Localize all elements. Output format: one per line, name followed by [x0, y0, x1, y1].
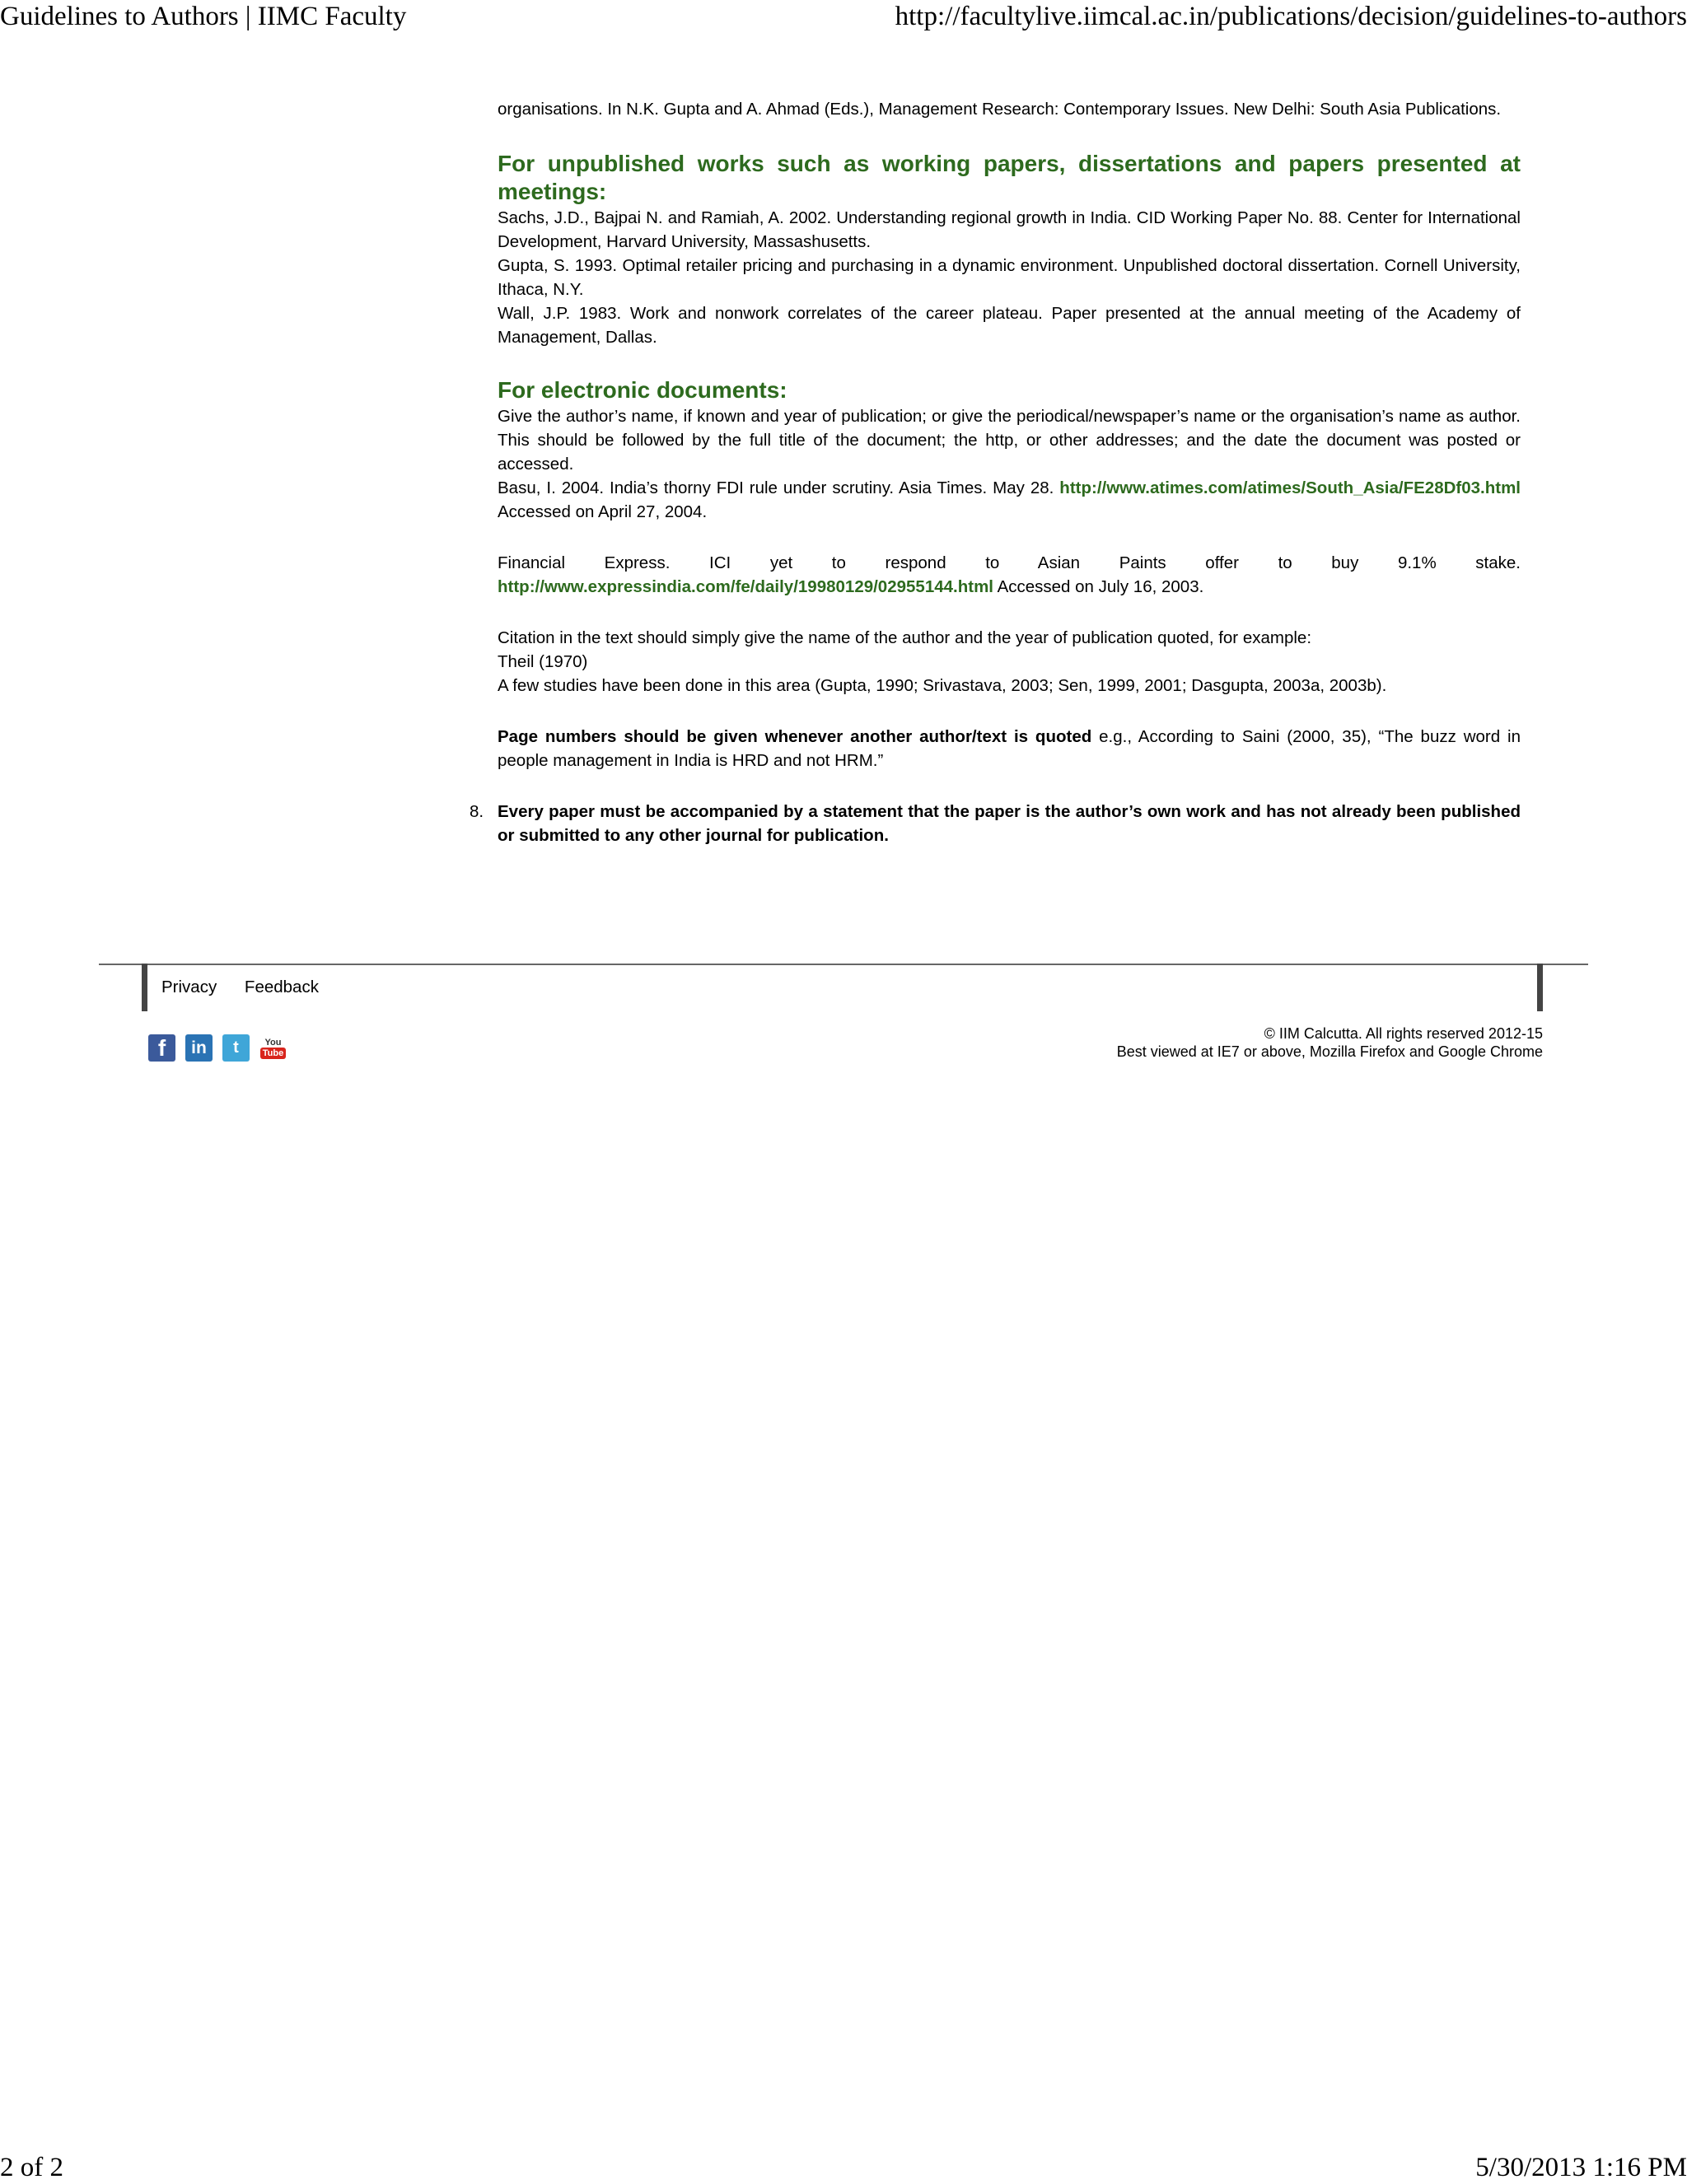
youtube-icon[interactable]: You Tube	[259, 1034, 287, 1062]
privacy-link[interactable]: Privacy	[161, 978, 217, 996]
copyright-text: © IIM Calcutta. All rights reserved 2012-15	[1264, 1025, 1543, 1042]
copyright-block	[1117, 1024, 1543, 1061]
footer-links	[161, 975, 342, 1000]
electronic-documents-description: Give the author’s name, if known and year of publication; or give the periodical/newspaper’s name or the organisation’s name as author. This should be followed by the full title of the document; the http, or other addresses; and the date the document was posted or accessed.	[498, 407, 1521, 474]
electronic-documents-heading: For electronic documents:	[498, 377, 787, 403]
unpublished-works-heading: For unpublished works such as working papers, dissertations and papers presented at meetings:	[498, 151, 1521, 204]
article-content	[470, 97, 1521, 847]
atimes-link[interactable]: http://www.atimes.com/atimes/South_Asia/FE28Df03.html	[1059, 478, 1521, 497]
social-icons	[148, 1034, 287, 1062]
citation-example-multiple: A few studies have been done in this area (Gupta, 1990; Srivastava, 2003; Sen, 1999, 2001; Dasgupta, 2003a, 2003b).	[498, 676, 1387, 695]
guideline-text: Every paper must be accompanied by a statement that the paper is the author’s own work and has not already been published or submitted to any other journal for publication.	[498, 802, 1521, 845]
citation-example-single: Theil (1970)	[498, 652, 588, 671]
twitter-icon[interactable]: t	[222, 1034, 250, 1062]
reference-wall: Wall, J.P. 1983. Work and nonwork correlates of the career plateau. Paper presented at the annual meeting of the Academy of Management, Dallas.	[498, 304, 1521, 347]
footer-right-bar	[1537, 964, 1543, 1011]
page-numbers-example: e.g., According to Saini (2000, 35), “The buzz word in people management in India is HRD and not HRM.”	[498, 727, 1521, 770]
print-page-url: http://facultylive.iimcal.ac.in/publications/decision/guidelines-to-authors	[895, 2, 1687, 31]
citation-instruction: Citation in the text should simply give the name of the author and the year of publication quoted, for example:	[498, 628, 1312, 647]
reference-financial-express	[498, 551, 1521, 599]
footer-divider	[99, 964, 1588, 965]
print-footer	[0, 2151, 1687, 2182]
print-header	[0, 0, 1687, 33]
guideline-number: 8.	[470, 802, 484, 821]
page-numbers-rule: Page numbers should be given whenever another author/text is quoted	[498, 727, 1092, 746]
reference-basu	[498, 476, 1521, 524]
reference-basu-text: Basu, I. 2004. India’s thorny FDI rule under scrutiny. Asia Times. May 28.	[498, 478, 1054, 497]
reference-basu-accessed: Accessed on April 27, 2004.	[498, 502, 708, 521]
reference-gupta: Gupta, S. 1993. Optimal retailer pricing and purchasing in a dynamic environment. Unpublished doctoral dissertation. Cornell University, Ithaca, N.Y.	[498, 256, 1521, 299]
print-datetime: 5/30/2013 1:16 PM	[1475, 2153, 1687, 2182]
reference-fe-text: Financial Express. ICI yet to respond to Asian Paints offer to buy 9.1% stake.	[498, 553, 1521, 572]
reference-fe-accessed: Accessed on July 16, 2003.	[997, 577, 1204, 596]
browser-note: Best viewed at IE7 or above, Mozilla Firefox and Google Chrome	[1116, 1043, 1543, 1060]
feedback-link[interactable]: Feedback	[244, 978, 319, 996]
page-numbers-note	[498, 725, 1521, 772]
footer-left-bar	[142, 964, 147, 1011]
facebook-icon[interactable]: f	[148, 1034, 175, 1062]
print-page-number: 2 of 2	[0, 2153, 63, 2182]
reference-continuation: organisations. In N.K. Gupta and A. Ahmad (Eds.), Management Research: Contemporary Issues. New Delhi: South Asia Publications.	[498, 100, 1502, 119]
guideline-item-8	[470, 800, 1521, 847]
linkedin-icon[interactable]: in	[185, 1034, 213, 1062]
expressindia-link[interactable]: http://www.expressindia.com/fe/daily/19980129/02955144.html	[498, 577, 993, 596]
reference-sachs: Sachs, J.D., Bajpai N. and Ramiah, A. 2002. Understanding regional growth in India. CID Working Paper No. 88. Center for International Development, Harvard University, Massashusetts.	[498, 208, 1521, 251]
print-page-title: Guidelines to Authors | IIMC Faculty	[0, 2, 407, 31]
